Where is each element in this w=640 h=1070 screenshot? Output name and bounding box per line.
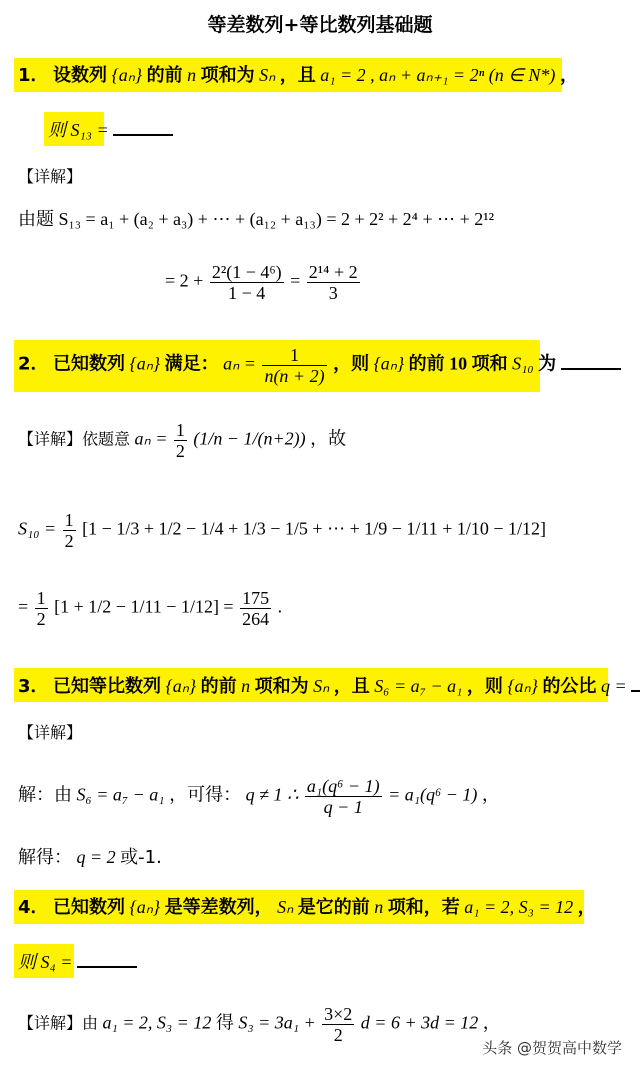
solution-3-line1: 解：由 S₆ = a₇ − a₁ ，可得： q ≠ 1 ∴ $\frac{\text{a₁(q⁶ − 1)}}{q - 1}$ = a₁(q⁶ − 1) ， [18,776,500,817]
solution-1-line1: 由题 S₁₃ = a₁ + (a₂ + a₃) + ⋯ + (a₁₂ + a₁₃) = 2 + 2² + 2⁴ + ⋯ + 2¹² [18,209,495,229]
fraction: $\frac{175}{264}$ [242,588,270,629]
solution-3-line2: 解得： q = 2 或-1. [18,847,162,868]
answer-blank[interactable] [631,674,640,692]
detail-label: 【详解】 [18,167,83,186]
fraction: $\frac{3\times 2}{2}$ [324,1004,353,1045]
solution-2-line3: = $\frac{1}{2}$ [1 + 1/2 − 1/11 − 1/12] = $\frac{175}{264}$ . [18,588,283,629]
fraction: $\frac{\text{2²(1 − 4⁶)}}{1 - 4}$ [211,262,282,303]
watermark: 头条 @贺贺高中数学 [482,1039,622,1057]
fraction: $\frac{\text{2¹⁴ + 2}}{3}$ [308,262,358,303]
question-4: 4． 已知数列 {aₙ} 是等差数列， Sₙ 是它的前 n 项和，若 a₁ = 2, S₃ = 12 ， [18,897,596,918]
answer-blank[interactable] [561,352,621,370]
answer-blank[interactable] [77,950,137,968]
answer-blank[interactable] [113,118,173,136]
question-number: 1． [18,65,49,86]
fraction: $\frac{1}{2}$ [64,510,74,551]
solution-2-line2: S₁₀ = $\frac{1}{2}$ [1 − 1/3 + 1/2 − 1/4 + 1/3 − 1/5 + ⋯ + 1/9 − 1/11 + 1/10 − 1/12] [18,510,547,551]
question-3: 3． 已知等比数列 {aₙ} 的前 n 项和为 Sₙ ，且 S₆ = a₇ − a₁ ，则 {aₙ} 的公比 q = [18,674,640,698]
question-1-line2: 则 S₁₃ = [48,118,173,141]
solution-1-line2: = 2 + $\frac{\text{2²(1 − 4⁶)}}{1 - 4}$ = $\frac{\text{2¹⁴ + 2}}{3}$ [165,262,358,303]
question-4-line2: 则 S₄ = [18,950,137,973]
fraction: $\frac{1}{2}$ [36,588,46,629]
question-1: 1． 设数列 {aₙ} 的前 n 项和为 Sₙ ，且 a₁ = 2 , aₙ + aₙ₊₁ = 2ⁿ (n ∈ N*) ， [18,65,578,86]
question-2: 2． 已知数列 {aₙ} 满足： aₙ = $\frac{1}{n(n + 2)}$ ，则 {aₙ} 的前 10 项和 S₁₀ 为 [18,345,621,386]
detail-label: 【详解】 [18,723,83,742]
fraction: $\frac{1}{2}$ [175,420,185,461]
fraction: $\frac{\text{a₁(q⁶ − 1)}}{q - 1}$ [306,776,380,817]
fraction: $\frac{1}{n(n + 2)}$ [264,345,325,386]
solution-4: 【详解】由 a₁ = 2, S₃ = 12 得 S₃ = 3a₁ + $\frac{3\times 2}{2}$ d = 6 + 3d = 12 ， [18,1004,501,1045]
solution-2-line1: 【详解】依题意 aₙ = $\frac{1}{2}$ (1/n − 1/(n+2)) ，故 [18,420,347,461]
page-title: 等差数列+等比数列基础题 [207,14,433,36]
